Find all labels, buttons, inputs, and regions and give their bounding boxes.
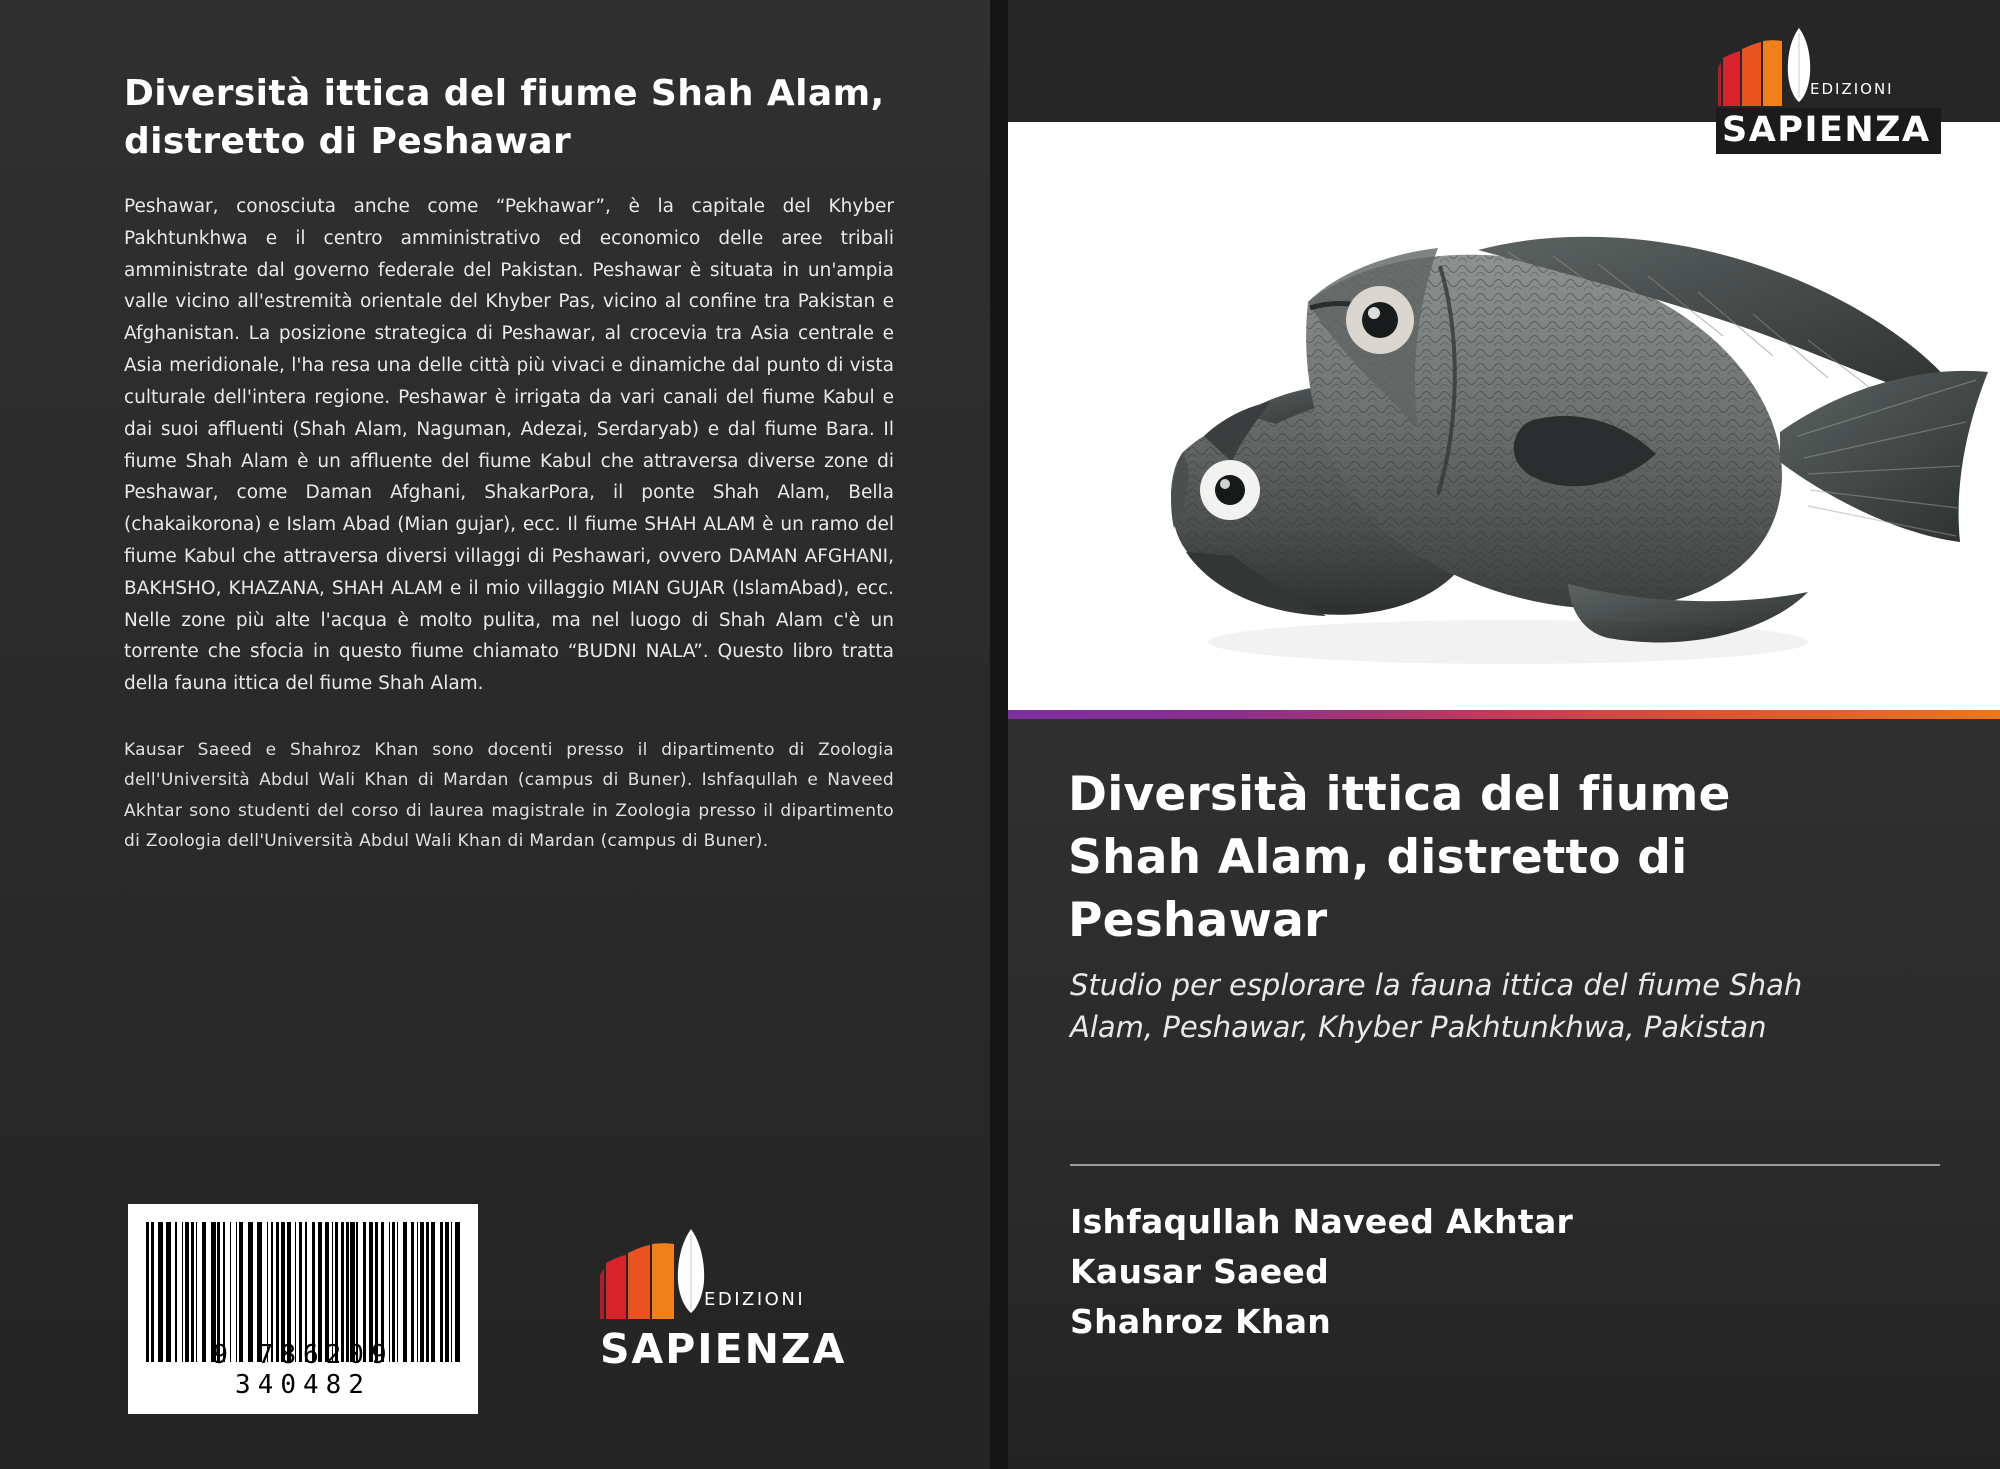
back-cover-description: Peshawar, conosciuta anche come “Pekhawar”, è la capitale del Khyber Pakhtunkhwa e il centro amministrativo ed economico delle aree tribali amministrate dal governo federale del Pakistan. Peshawar è situata in un'ampia valle vicino all'estremità orientale del Khyber Pas, vicino al confine tra Pakistan e Afghanistan. La posizione strategica di Peshawar, al crocevia tra Asia centrale e Asia meridionale, l'ha resa una delle città più vivaci e dinamiche dal punto di vista culturale dell'intera regione. Peshawar è irrigata da vari canali del fiume Kabul e dai suoi affluenti (Shah Alam, Naguman, Adezai, Serdaryab) e dal fiume Bara. Il fiume Shah Alam è un affluente del fiume Kabul che attraversa diverse zone di Peshawar, come Daman Afghani, ShakarPora, il ponte Shah Alam, Bella (chakaikorona) e Islam Abad (Mian gujar), ecc. Il fiume SHAH ALAM è un ramo del fiume Kabul che attraversa diversi villaggi di Peshawari, ovvero DAMAN AFGHANI, BAKHSHO, KHAZANA, SHAH ALAM e il mio villaggio MIAN GUJAR (IslamAbad), ecc. Nelle zone più alte l'acqua è molto pulita, ma nel luogo di Shah Alam c'è un torrente che sfocia in questo fiume chiamato “BUDNI NALA”. Questo libro tratta della fauna ittica del fiume Shah Alam. [124,196,894,695]
author-divider [1070,1164,1940,1166]
publisher-name-large: SAPIENZA [1716,108,1941,154]
accent-color-bar [1008,710,2000,719]
barcode-digits: 9 786209 340482 [212,1340,394,1400]
front-cover-title: Diversità ittica del fiume Shah Alam, distretto di Peshawar [1068,767,1731,948]
back-cover-text-block [124,70,894,700]
author-name: Kausar Saeed [1070,1252,1330,1292]
book-spine [990,0,1008,1469]
front-cover [1008,0,2000,1469]
publisher-name-small: EDIZIONI [704,1289,806,1310]
publisher-logo-front [1710,28,1930,148]
back-cover-author-bio: Kausar Saeed e Shahroz Khan sono docenti presso il dipartimento di Zoologia dell'Università Abdul Wali Khan di Mardan (campus di Buner). Ishfaqullah e Naveed Akhtar sono studenti del corso di laurea magistrale in Zoologia presso il dipartimento di Zoologia dell'Università Abdul Wali Khan di Mardan (campus di Buner). [124,740,894,851]
author-list [1070,1197,1930,1347]
back-cover [0,0,990,1469]
cover-photo [1008,122,2000,710]
author-name: Shahroz Khan [1070,1302,1332,1342]
two-fish-illustration [1008,122,2000,710]
author-name: Ishfaqullah Naveed Akhtar [1070,1202,1574,1241]
publisher-name-small: EDIZIONI [1810,80,1894,98]
publisher-name-large: SAPIENZA [600,1325,847,1373]
isbn-barcode [128,1204,478,1414]
publisher-logo-back [600,1233,847,1383]
back-cover-title: Diversità ittica del fiume Shah Alam, distretto di Peshawar [124,73,885,162]
front-cover-text-area [1008,719,2000,1469]
quill-pen-icon [674,1229,708,1313]
front-cover-subtitle: Studio per esplorare la fauna ittica del fiume Shah Alam, Peshawar, Khyber Pakhtunkhwa, Pakistan [1070,968,1803,1045]
